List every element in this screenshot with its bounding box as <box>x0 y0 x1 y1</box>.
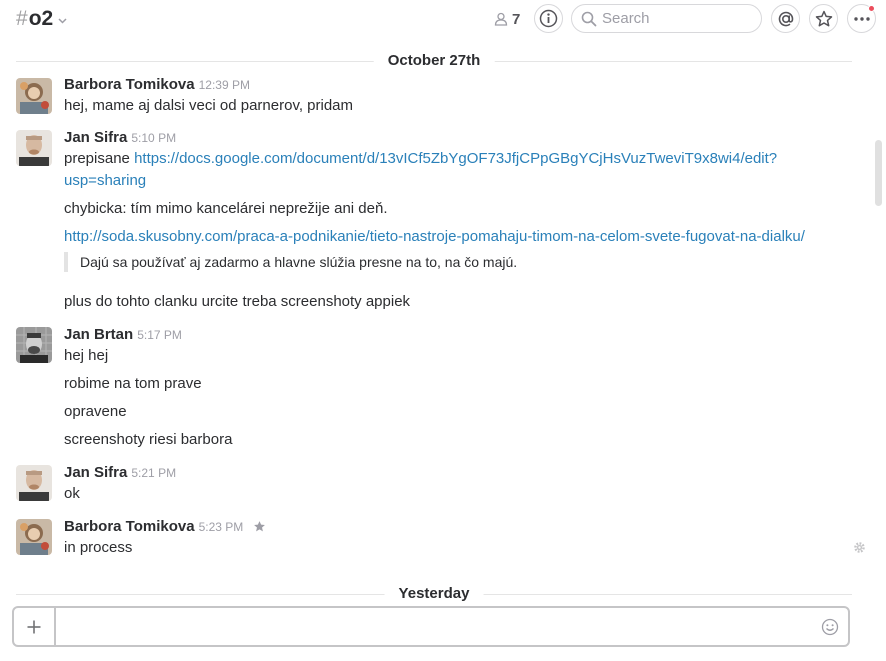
message-timestamp[interactable]: 5:23 PM <box>198 520 244 534</box>
at-sign-icon <box>777 10 795 28</box>
plus-icon <box>26 619 42 635</box>
member-count-button[interactable] <box>494 9 520 29</box>
message-link-continued[interactable]: usp=sharing <box>64 172 147 189</box>
avatar[interactable] <box>16 78 52 114</box>
channel-info-button[interactable] <box>534 4 563 33</box>
message-link[interactable]: https://docs.google.com/document/d/13vICf5ZbYgOF73JfjCPpGBgYCjHsVuzTweviT9x8wi4/edit? <box>134 150 778 167</box>
message-text: screenshoty riesi barbora <box>64 431 233 448</box>
message-author[interactable] <box>64 326 182 343</box>
message-timestamp[interactable]: 5:10 PM <box>131 131 177 145</box>
message-text: chybicka: tím mimo kancelárei neprežije ani deň. <box>64 200 388 217</box>
scrollbar[interactable] <box>872 38 886 603</box>
avatar[interactable] <box>16 327 52 363</box>
message-text: hej hej <box>64 347 109 364</box>
message-timestamp[interactable]: 5:17 PM <box>137 328 182 342</box>
message-text <box>64 170 146 192</box>
mentions-button[interactable] <box>771 4 800 33</box>
scrollbar-thumb[interactable] <box>875 140 882 206</box>
message-author[interactable] <box>64 464 176 481</box>
more-icon <box>854 17 870 21</box>
gear-icon[interactable] <box>853 541 866 554</box>
message-list[interactable] <box>0 38 872 603</box>
message-timestamp[interactable]: 5:21 PM <box>131 466 177 480</box>
smiley-icon <box>821 618 839 636</box>
emoji-button[interactable] <box>812 608 848 645</box>
message-text <box>64 226 805 248</box>
attach-button[interactable] <box>14 608 56 645</box>
search-box[interactable] <box>571 4 762 33</box>
message-input[interactable] <box>56 608 812 645</box>
message-text-prefix: prepisane <box>64 150 135 167</box>
member-count: 7 <box>512 10 521 28</box>
person-icon <box>494 12 508 26</box>
avatar[interactable] <box>16 519 52 555</box>
message-composer <box>12 606 850 647</box>
author-name: Barbora Tomikova <box>64 518 195 535</box>
notification-dot <box>868 5 875 12</box>
author-name: Jan Sifra <box>64 129 128 146</box>
message-text: ok <box>64 485 80 502</box>
message-text: in process <box>64 539 133 556</box>
message-author[interactable] <box>64 76 250 93</box>
channel-header <box>0 0 886 38</box>
day-divider-label: Yesterday <box>385 585 484 602</box>
author-name: Jan Brtan <box>64 326 134 343</box>
message-text <box>64 148 777 170</box>
author-name: Jan Sifra <box>64 464 128 481</box>
message-text: opravene <box>64 403 127 420</box>
message-link[interactable]: http://soda.skusobny.com/praca-a-podnikanie/tieto-nastroje-pomahaju-timom-na-celom-svete-fugovat-na-dialku/ <box>64 228 805 245</box>
star-icon <box>815 10 833 28</box>
star-icon[interactable] <box>253 520 266 533</box>
starred-button[interactable] <box>809 4 838 33</box>
message-text: robime na tom prave <box>64 375 202 392</box>
message-text: hej, mame aj dalsi veci od parnerov, pridam <box>64 97 354 114</box>
day-divider-label: October 27th <box>374 52 495 69</box>
search-input[interactable] <box>602 10 752 27</box>
chevron-down-icon <box>58 16 67 27</box>
search-icon <box>581 11 597 27</box>
message-author[interactable] <box>64 518 266 535</box>
author-name: Barbora Tomikova <box>64 76 195 93</box>
link-preview-quote: Dajú sa používať aj zadarmo a hlavne slúžia presne na to, na čo majú. <box>64 252 517 272</box>
hash-symbol: # <box>16 7 28 30</box>
message-text: plus do tohto clanku urcite treba screenshoty appiek <box>64 293 411 310</box>
avatar[interactable] <box>16 130 52 166</box>
avatar[interactable] <box>16 465 52 501</box>
message-timestamp[interactable]: 12:39 PM <box>198 78 250 92</box>
message-author[interactable] <box>64 129 176 146</box>
channel-name-button[interactable] <box>16 7 67 31</box>
more-actions-button[interactable] <box>847 4 876 33</box>
channel-name: o2 <box>28 7 54 30</box>
info-icon <box>539 9 558 28</box>
